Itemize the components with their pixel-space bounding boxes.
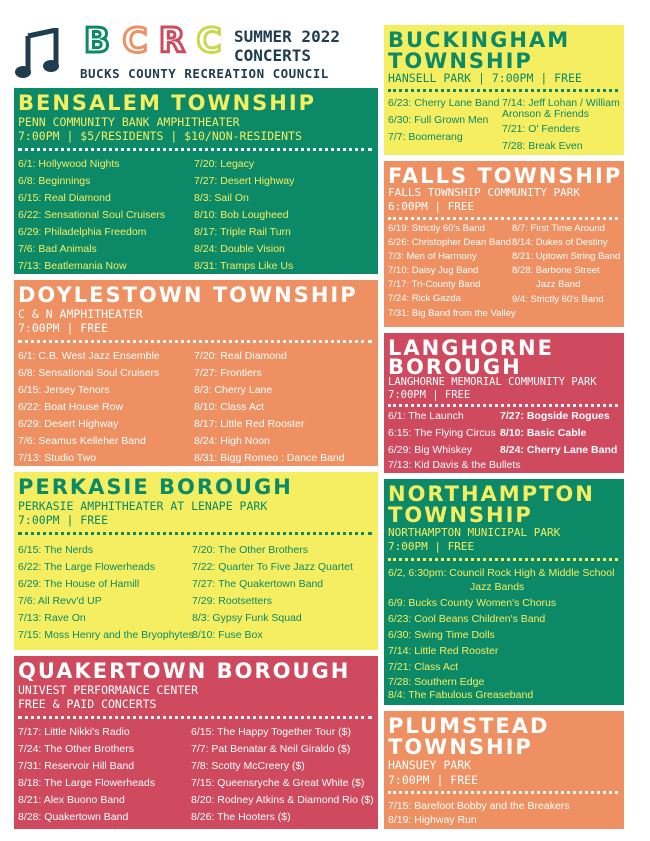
time-price: 7:00PM | $5/RESIDENTS | $10/NON-RESIDENTS	[18, 129, 302, 143]
event: 7/17: Little Nikki's Radio	[18, 726, 130, 738]
buckingham-section	[384, 25, 624, 155]
event: 7/13: Studio Two	[18, 452, 97, 464]
event: 7/13: Rave On	[18, 612, 86, 624]
event: 6/2, 6:30pm: Council Rock High & Middle School	[388, 567, 615, 579]
time-price: 7:00PM | FREE	[388, 773, 479, 787]
event: 6/15: Real Diamond	[18, 192, 111, 204]
divider	[18, 340, 372, 343]
event: 8/10: Class Act	[194, 401, 265, 413]
logo-letter-c2: C	[196, 21, 222, 61]
event: 6/15: Jersey Tenors	[18, 384, 110, 396]
venue: HANSUEY PARK	[388, 758, 472, 772]
event: 6/22: The Large Flowerheads	[18, 561, 155, 573]
logo-letter-r: R	[158, 21, 186, 61]
divider	[388, 404, 618, 407]
event: 8/31: Tramps Like Us	[194, 260, 294, 272]
event: 7/31: Big Band from the Valley	[388, 308, 516, 319]
time-price: 7:00PM | FREE	[388, 540, 475, 553]
event: 7/20: Real Diamond	[194, 350, 287, 362]
event: 8/14: Dukes of Destiny	[512, 237, 608, 248]
section-title-line2: TOWNSHIP	[388, 503, 533, 527]
event: 6/15: The Happy Together Tour ($)	[191, 726, 351, 738]
bensalem-section	[14, 88, 378, 274]
event: 8/10: Bob Lougheed	[194, 209, 289, 221]
falls-section	[384, 161, 624, 327]
event: 7/22: Quarter To Five Jazz Quartet	[192, 561, 353, 573]
event: 6/30: Full Grown Men	[388, 114, 489, 126]
section-title: DOYLESTOWN TOWNSHIP	[18, 283, 358, 307]
divider	[388, 558, 618, 561]
divider	[18, 716, 372, 719]
venue: UNIVEST PERFORMANCE CENTER	[18, 683, 199, 697]
event: 8/10: Fuse Box	[192, 629, 263, 641]
logo-letter-b: B	[84, 21, 110, 61]
music-note-icon	[14, 28, 60, 80]
event: 7/8: Scotty McCreery ($)	[191, 760, 305, 772]
event: 7/6: Bad Animals	[18, 243, 97, 255]
section-title: LANGHORNE	[388, 336, 554, 360]
divider	[18, 148, 372, 151]
event: 6/8: Sensational Soul Cruisers	[18, 367, 160, 379]
event: 8/21: Uptown String Band	[512, 251, 621, 262]
summer-label: SUMMER 2022	[234, 27, 340, 46]
perkasie-section	[14, 472, 378, 650]
event: 7/7: Pat Benatar & Neil Giraldo ($)	[191, 743, 351, 755]
event: 7/28: Break Even	[502, 140, 583, 152]
event: 7/7: Boomerang	[388, 131, 463, 143]
venue: PENN COMMUNITY BANK AMPHITHEATER	[18, 115, 240, 129]
section-title-line2: BOROUGH	[388, 355, 522, 379]
event: 6/26: Christopher Dean Band	[388, 237, 512, 248]
time-price: 7:00PM | FREE	[388, 389, 471, 401]
event: 6/19: Strictly 60's Band	[388, 223, 485, 234]
event: Aronson & Friends	[502, 108, 589, 120]
northampton-section	[384, 479, 624, 705]
event: 8/4: The Fabulous Greaseband	[388, 689, 534, 701]
event: 9/4: Strictly 60's Band	[512, 294, 604, 305]
event: 7/31: Reservoir Hill Band	[18, 760, 135, 772]
event: 8/24: Cherry Lane Band	[500, 444, 618, 456]
event: 7/13: Kid Davis & the Bullets	[388, 459, 521, 471]
event: 8/17: Triple Rail Turn	[194, 226, 291, 238]
event: 6/9: Bucks County Women's Chorus	[388, 597, 557, 609]
event: 7/6: Seamus Kelleher Band	[18, 435, 146, 447]
event: 8/26: The Hooters ($)	[191, 811, 291, 823]
event: 7/24: The Other Brothers	[18, 743, 134, 755]
event: 6:15: The Flying Circus	[388, 427, 496, 439]
event: 8/3: Gypsy Funk Squad	[192, 612, 302, 624]
event: 7/17: Tri-County Band	[388, 279, 481, 290]
section-title: FALLS TOWNSHIP	[388, 164, 623, 188]
event: 7/10: Daisy Jug Band	[388, 265, 479, 276]
venue: NORTHAMPTON MUNICIPAL PARK	[388, 526, 561, 539]
time-price: 7:00PM | FREE	[18, 321, 109, 335]
section-title: PERKASIE BOROUGH	[18, 475, 293, 499]
event: 7/24: Rick Gazda	[388, 293, 461, 304]
event: 8/31: Bigg Romeo : Dance Band	[194, 452, 345, 464]
event: 6/29: The House of Hamill	[18, 578, 140, 590]
section-title: NORTHAMPTON	[388, 482, 595, 506]
event: 7/14: Little Red Rooster	[388, 645, 499, 657]
event: 6/1: The Launch	[388, 410, 464, 422]
event: 8/17: Little Red Rooster	[194, 418, 305, 430]
concerts-label: CONCERTS	[234, 46, 312, 65]
divider	[388, 217, 618, 220]
doylestown-section	[14, 280, 378, 466]
event: 7/13: Beatlemania Now	[18, 260, 127, 272]
event: 8/24: Double Vision	[194, 243, 285, 255]
section-title: QUAKERTOWN BOROUGH	[18, 659, 351, 683]
venue: PERKASIE AMPHITHEATER AT LENAPE PARK	[18, 499, 268, 513]
event: 7/27: Desert Highway	[194, 175, 295, 187]
event: 6/15: The Nerds	[18, 544, 94, 556]
divider	[388, 89, 618, 92]
divider	[388, 791, 618, 794]
event: 8/18: The Large Flowerheads	[18, 777, 155, 789]
event: 8/19: Highway Run	[388, 814, 477, 826]
event: 6/30: Swing Time Dolls	[388, 629, 495, 641]
event: 7/6: All Revv'd UP	[18, 595, 102, 607]
event: 6/1: Hollywood Nights	[18, 158, 120, 170]
event: 8/28: Quakertown Band	[18, 811, 129, 823]
event: 7/21: Class Act	[388, 661, 459, 673]
section-title: BUCKINGHAM	[388, 28, 571, 52]
plumstead-section	[384, 711, 624, 829]
event: 7/15: Moss Henry and the Bryophytes	[18, 629, 194, 641]
event: 7/28: Southern Edge	[388, 676, 485, 688]
venue: FALLS TOWNSHIP COMMUNITY PARK	[388, 186, 581, 199]
event: 8/3: Sail On	[194, 192, 249, 204]
ticket-info: FREE & PAID CONCERTS	[18, 697, 157, 711]
event: 6/8: Beginnings	[18, 175, 91, 187]
venue-time: HANSELL PARK | 7:00PM | FREE	[388, 71, 582, 85]
event: 8/3: Cherry Lane	[194, 384, 273, 396]
event: 8/28: Barbone Street	[512, 265, 600, 276]
section-title-line2: TOWNSHIP	[388, 49, 533, 73]
event: 6/22: Sensational Soul Cruisers	[18, 209, 166, 221]
divider	[18, 532, 372, 535]
event: 6/22: Boat House Row	[18, 401, 124, 413]
org-name: BUCKS COUNTY RECREATION COUNCIL	[80, 66, 329, 81]
event: 8/10: Basic Cable	[500, 427, 587, 439]
event: 7/29: Rootsetters	[192, 595, 272, 607]
section-title-line2: TOWNSHIP	[388, 735, 533, 759]
event: 7/20: The Other Brothers	[192, 544, 308, 556]
event: Jazz Band	[536, 279, 581, 290]
event: Jazz Bands	[470, 581, 525, 593]
event: 7/15: Queensryche & Great White ($)	[191, 777, 365, 789]
event: 6/29: Philadelphia Freedom	[18, 226, 147, 238]
langhorne-section	[384, 333, 624, 473]
event: 6/29: Big Whiskey	[388, 444, 473, 456]
time-price: 6:00PM | FREE	[388, 200, 475, 213]
event: 7/14: Jeff Lohan / William	[502, 97, 620, 109]
event: 8/21: Alex Buono Band	[18, 794, 125, 806]
section-title: PLUMSTEAD	[388, 714, 550, 738]
venue: C & N AMPHITHEATER	[18, 307, 143, 321]
section-title: BENSALEM TOWNSHIP	[18, 91, 317, 115]
event: 8/24: High Noon	[194, 435, 270, 447]
event: 7/20: Legacy	[194, 158, 255, 170]
event: 7/27: The Quakertown Band	[192, 578, 324, 590]
event: 7/21: O' Fenders	[502, 123, 580, 135]
event: 6/1: C.B. West Jazz Ensemble	[18, 350, 160, 362]
event: 8/20: Rodney Atkins & Diamond Rio ($)	[191, 794, 374, 806]
event: 8/7: First Time Around	[512, 223, 605, 234]
event: 7/3: Men of Harmony	[388, 251, 477, 262]
logo-letter-c: C	[122, 21, 148, 61]
venue: LANGHORNE MEMORIAL COMMUNITY PARK	[388, 376, 597, 388]
event: 6/23: Cherry Lane Band	[388, 97, 500, 109]
time-price: 7:00PM | FREE	[18, 513, 109, 527]
event: 7/27: Bogside Rogues	[500, 410, 610, 422]
event: 7/27: Frontiers	[194, 367, 262, 379]
event: 7/15: Barefoot Bobby and the Breakers	[388, 800, 570, 812]
event: 6/29: Desert Highway	[18, 418, 119, 430]
event: 6/23: Cool Beans Children's Band	[388, 613, 546, 625]
quakertown-section	[14, 656, 378, 829]
